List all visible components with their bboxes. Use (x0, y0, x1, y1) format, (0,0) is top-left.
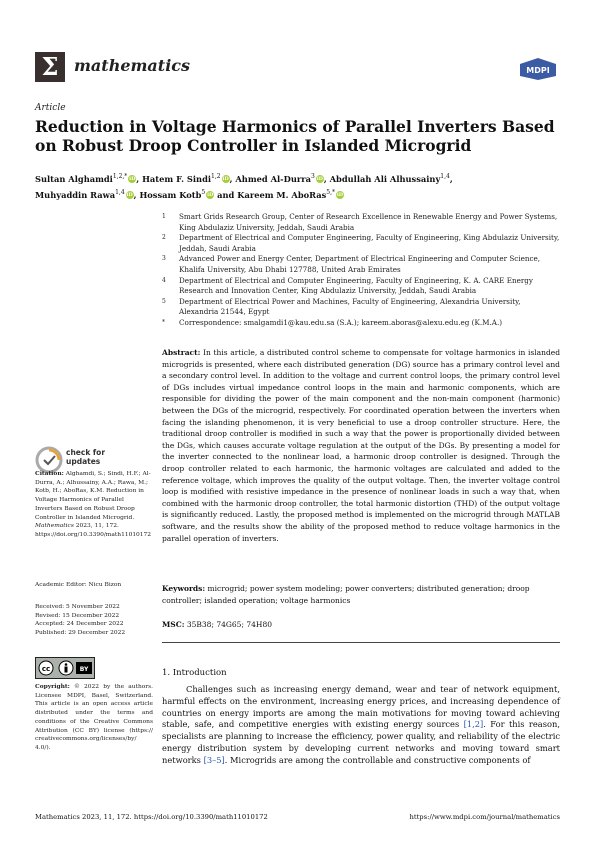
orcid-icon: iD (222, 176, 229, 183)
author-list: Sultan Alghamdi$^{1,2,*}$ iD, Hatem F. Sindi$^{1,2}$ iD, Ahmed Al-Durra$^3$ iD, Abdullah Ali Alhussainy$^{1,4}$, Muhyaddin Rawa$^{1,4}$ iD, Hossam Kotb$^5$ iD and Kareem M. AboRas$^{5,*}$ iD (35, 173, 453, 200)
author: Hossam Kotb (139, 189, 202, 200)
reference-link[interactable]: [1,2] (463, 719, 484, 730)
author: Hatem F. Sindi (142, 173, 212, 184)
author: Abdullah Ali Alhussainy (329, 173, 441, 184)
author: Kareem M. AboRas (237, 189, 327, 200)
orcid-icon: iD (129, 176, 136, 183)
article-type: Article (35, 103, 66, 113)
journal-logo: Σ (35, 52, 65, 82)
citation: Citation: Alghamdi, S.; Sindi, H.F.; Al-Durra, A.; Alhussainy, A.A.; Rawa, M.; Kotb, H.; AboRas, K.M. Reduction in Voltage Harmonics of Parallel Inverters Based on Robust Droop Controller in Islanded Microgrid. Mathematics 2023, 11, 172. https://doi.org/10.3390/math11010172 (35, 470, 152, 538)
affiliation: 5 Department of Electrical Power and Machines, Faculty of Engineering, Alexandria University, Alexandria 21544, Egypt (162, 296, 521, 317)
copyright: Copyright: © 2022 by the authors. Licensee MDPI, Basel, Switzerland. This article is an open access article distributed under the terms and conditions of the Creative Commons Attribution (CC BY) license (https:// creativecommons.org/licenses/by/ 4.0/). (35, 683, 154, 751)
check-for-updates-label[interactable]: check for updates (66, 448, 106, 466)
affiliation: 1 Smart Grids Research Group, Center of Research Excellence in Renewable Energy and Power Systems, King Abdulaziz University, Jeddah, Saudi Arabia (162, 212, 558, 232)
svg-text:cc: cc (41, 665, 51, 673)
mdpi-logo (518, 58, 558, 80)
keywords: Keywords: microgrid; power system modeling; power converters; distributed generation; droop controller; islanded operation; voltage harmonics (162, 584, 530, 605)
cc-by-license-icon[interactable] (35, 657, 95, 679)
svg-text:MDPI: MDPI (526, 66, 550, 75)
affiliation: 4 Department of Electrical and Computer Engineering, Faculty of Engineering, K. A. CARE Energy Research and Innovation Center, King Abdulaziz University, Jeddah, Saudi Arabia (162, 275, 533, 296)
journal-name: mathematics (74, 56, 191, 75)
author: Sultan Alghamdi (35, 173, 113, 184)
abstract: Abstract: In this article, a distributed control scheme to compensate for voltage harmonics in islanded microgrids is presented, where each distributed generation (DG) source has a primary control level and a secondary control level. In addition to the voltage and current control loops, the primary control level of DGs includes virtual impedance control loops in the main and harmonic components, which are responsible for dividing the power of the main component and the non-main component (harmonic) between the DGs of the microgrid, respectively. For coordinated operation between the inverters when facing the islanding phenomenon, it is very beneficial to use a droop controller structure. Here, the traditional droop controller is modified in such a way that the power is proportionally divided between the DGs, which causes accurate voltage regulation at the output of the DGs. By presenting a model for the inverter connected to the nonlinear load, a harmonic droop controller is designed. Through the droop controller related to each harmonic, the harmonic voltages are calculated and added to the reference voltage, which improves the quality of the output voltage. Then, the inverter voltage control loop is modified with resistive impedance in the presence of nonlinear loads in such a way that, when combined with the harmonic droop controller, the total harmonic distortion (THD) of the output voltage is significantly reduced. Lastly, the proposed method is implemented on the microgrid through MATLAB software, and the results show the ability of the proposed method to reduce voltage harmonics in the parallel operation of inverters. (162, 348, 560, 543)
footer-url[interactable]: https://www.mdpi.com/journal/mathematics (409, 813, 560, 821)
msc-codes: MSC: 35B38; 74G65; 74H80 (162, 620, 272, 629)
footer-citation: Mathematics 2023, 11, 172. https://doi.org/10.3390/math11010172 (35, 813, 268, 821)
affiliation: 2 Department of Electrical and Computer Engineering, Faculty of Engineering, King Abdulaziz University, Jeddah, Saudi Arabia (162, 233, 560, 253)
body-paragraph: Challenges such as increasing energy demand, wear and tear of network equipment, harmful effects on the environment, increasing energy prices, and increasing dependence of countries on energy imports are among the main motivations for moving toward achieving stable, safe, and competitive energies with existing energy sources [1,2]. For this reason, specialists are planning to increase the efficiency, power quality, and reliability of the electric energy distribution system by developing current networks and moving toward smart networks [3–5]. Microgrids are among the controllable and constructive components of (162, 684, 560, 765)
affiliations (162, 212, 562, 329)
author: Muhyaddin Rawa (35, 189, 116, 200)
affiliation: 3 Advanced Power and Energy Center, Department of Electrical Engineering and Computer Science, Khalifa University, Abu Dhabi 127788, United Arab Emirates (162, 254, 541, 274)
correspondence: * Correspondence: smalgamdi1@kau.edu.sa (S.A.); kareem.aboras@alexu.edu.eg (K.M.A.) (162, 317, 503, 327)
divider (162, 642, 560, 643)
publication-dates: Received: 5 November 2022 Revised: 15 December 2022 Accepted: 24 December 2022 Published: 29 December 2022 (35, 604, 126, 637)
svg-text:BY: BY (79, 666, 89, 673)
section-heading: 1. Introduction (162, 668, 227, 678)
reference-link[interactable]: [3–5] (203, 754, 225, 765)
orcid-icon: iD (336, 192, 344, 199)
academic-editor: Academic Editor: Nicu Bizon (35, 582, 122, 588)
orcid-icon: iD (126, 192, 133, 199)
orcid-icon: iD (207, 192, 214, 199)
paper-title: Reduction in Voltage Harmonics of Parallel Inverters Based on Robust Droop Controller in Islanded Microgrid (35, 117, 555, 155)
orcid-icon: iD (316, 176, 323, 183)
author: Ahmed Al-Durra (235, 173, 311, 184)
